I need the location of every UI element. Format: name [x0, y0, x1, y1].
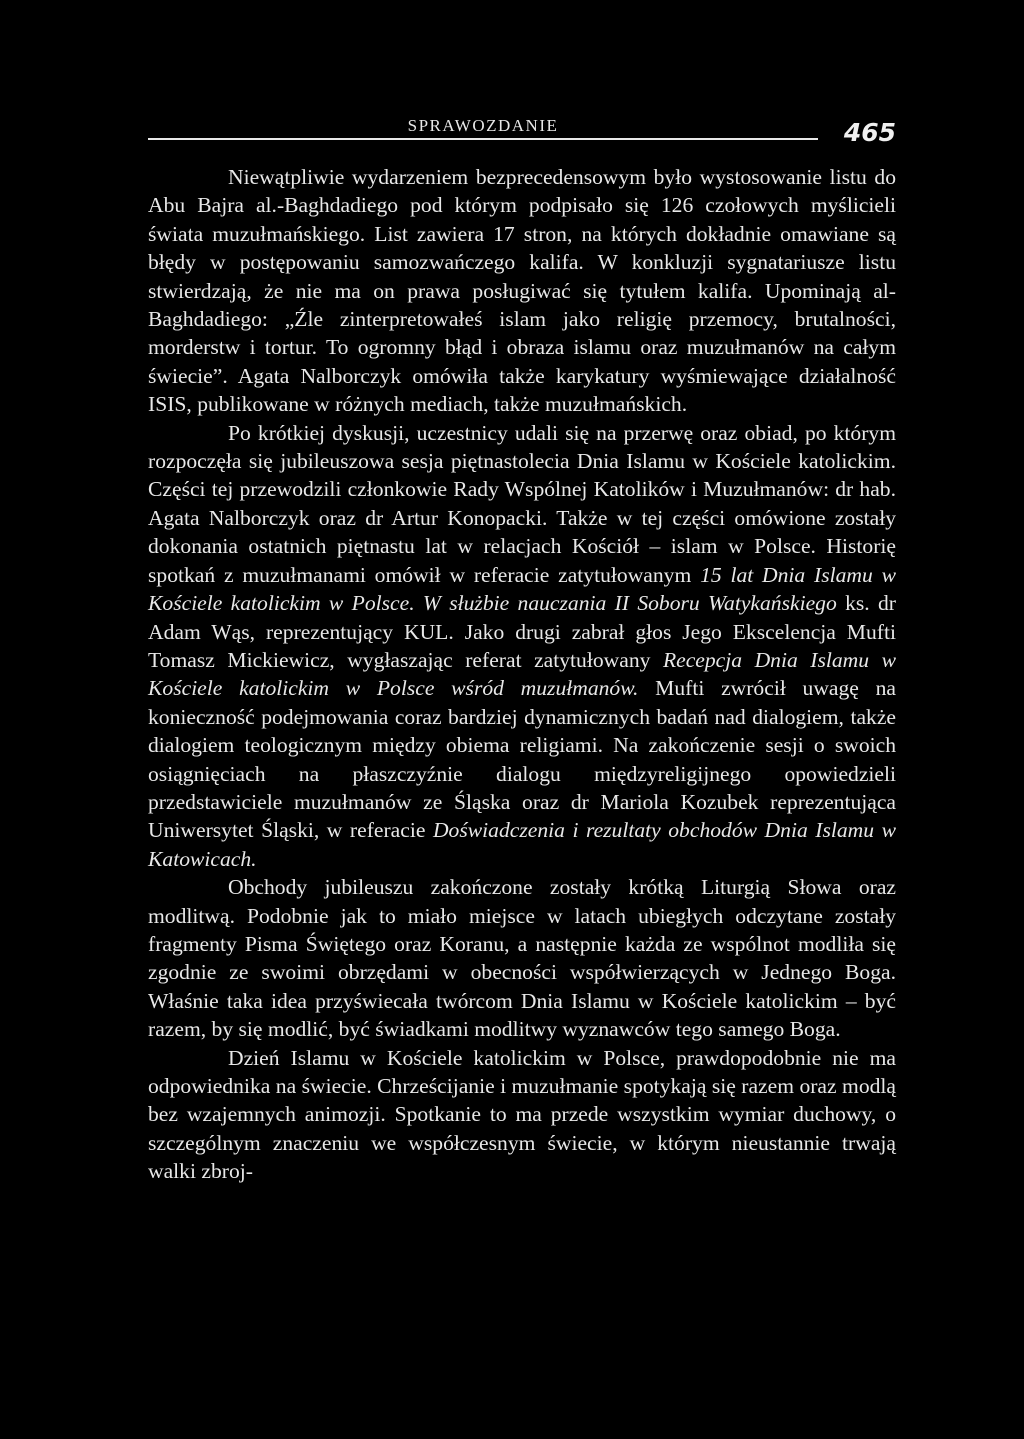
italic-title: 15 lat Dnia Islamu w Kościele katolickim w Polsce. W służbie nauczania II Soboru Watykańskiego — [148, 562, 897, 616]
paragraph-4 — [148, 1044, 896, 1186]
italic-title: Recepcja Dnia Islamu w Kościele katolickim w Polsce wśród muzułmanów. — [148, 647, 896, 701]
paragraph-2 — [148, 419, 896, 874]
text-run: Mufti zwrócił uwagę na konieczność podejmowania coraz bardziej dynamicznych badań nad dialogiem, także dialogiem teologicznym między obiema religiami. Na zakończenie sesji o swoich osiągnięciach na płaszczyźnie dialogu międzyreligijnego opowiedzieli przedstawiciele muzułmanów ze Śląska oraz dr Mariola Kozubek reprezentująca Uniwersytet Śląski, w referacie — [148, 676, 896, 843]
header-rule — [148, 138, 818, 140]
text-run: Dzień Islamu w Kościele katolickim w Polsce, prawdopodobnie nie ma odpowiednika na świecie. Chrześcijanie i muzułmanie spotykają się razem oraz modlą bez wzajemnych animozji. Spotkanie to ma przede wszystkim wymiar duchowy, o szczególnym znaczeniu we współczesnym świecie, w którym nieustannie trwają walki zbroj- — [148, 1045, 896, 1184]
paragraph-3 — [148, 873, 896, 1043]
body-text — [148, 163, 896, 1186]
section-title: SPRAWOZDANIE — [407, 116, 559, 135]
paragraph-1 — [148, 163, 896, 419]
italic-title: Doświadczenia i rezultaty obchodów Dnia Islamu w Katowicach. — [148, 818, 896, 871]
text-run: ks. dr Adam Wąs, reprezentujący KUL. Jako drugi zabrał głos Jego Ekscelencja Mufti Tomasz Mickiewicz, wygłaszając referat zatytułowany — [148, 591, 896, 672]
text-run: Obchody jubileuszu zakończone zostały krótką Liturgią Słowa oraz modlitwą. Podobnie jak to miało miejsce w latach ubiegłych odczytane zostały fragmenty Pisma Świętego oraz Koranu, a następnie każda ze wspólnot modliła się zgodnie ze swoimi obrzędami w obecności współwierzących w Jednego Boga. Właśnie taka idea przyświecała twórcom Dnia Islamu w Kościele katolickim – być razem, by się modlić, być świadkami modlitwy wyznawców tego samego Boga. — [148, 875, 896, 1042]
text-run: Niewątpliwie wydarzeniem bezprecedensowym było wystosowanie listu do Abu Bajra al.-Baghdadiego pod którym podpisało się 126 czołowych myślicieli świata muzułmańskiego. List zawiera 17 stron, na których dokładnie omawiane są błędy w postępowaniu samozwańczego kalifa. W konkluzji sygnatariusze listu stwierdzają, że nie ma on prawa posługiwać się tytułem kalifa. Upominają al-Baghdadiego: „Źle zinterpretowałeś islam jako religię przemocy, brutalności, morderstw i tortur. To ogromny błąd i obraza islamu oraz muzułmanów na całym świecie”. Agata Nalborczyk omówiła także karykatury wyśmiewające działalność ISIS, publikowane w różnych mediach, także muzułmańskich. — [148, 165, 896, 417]
text-run: Po krótkiej dyskusji, uczestnicy udali się na przerwę oraz obiad, po którym rozpoczęła się jubileuszowa sesja piętnastolecia Dnia Islamu w Kościele katolickim. Części tej przewodzili członkowie Rady Wspólnej Katolików i Muzułmanów: dr hab. Agata Nalborczyk oraz dr Artur Konopacki. Także w tej części omówione zostały dokonania ostatnich piętnastu lat w relacjach Kościół – islam w Polsce. Historię spotkań z muzułmanami omówił w referacie zatytułowanym — [148, 420, 896, 587]
running-header — [148, 110, 896, 150]
page-number: 465 — [843, 118, 896, 147]
